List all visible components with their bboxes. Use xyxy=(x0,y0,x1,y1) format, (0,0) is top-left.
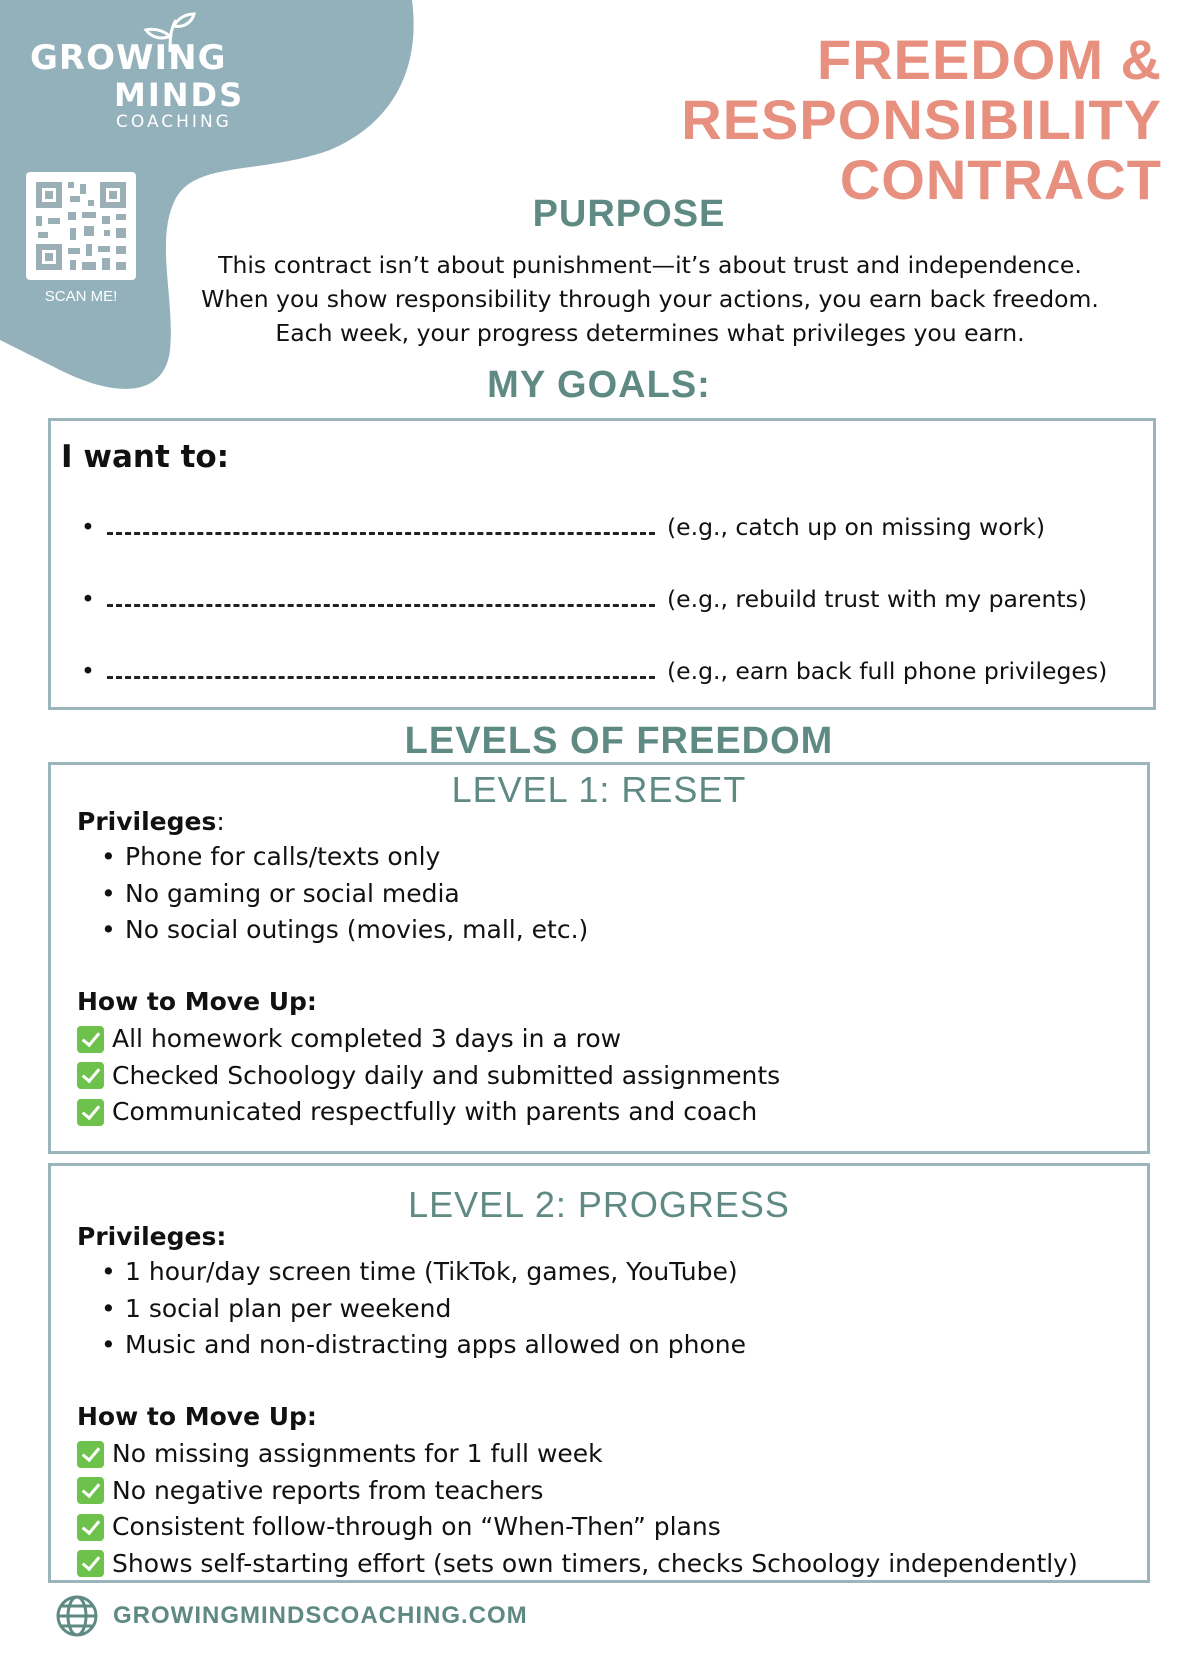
check-icon xyxy=(77,1099,104,1126)
privilege-text: 1 social plan per weekend xyxy=(125,1293,452,1323)
logo-line-1: GROWING xyxy=(30,38,227,78)
bullet: • xyxy=(81,585,95,613)
logo-line-3: COACHING xyxy=(116,112,232,132)
goal-blank-line[interactable] xyxy=(107,518,655,535)
move-up-text: No negative reports from teachers xyxy=(112,1475,544,1505)
list-item xyxy=(77,1473,1078,1510)
level-2-title: LEVEL 2: PROGRESS xyxy=(408,1184,790,1225)
move-up-text: Checked Schoology daily and submitted assignments xyxy=(112,1060,781,1090)
bullet: • xyxy=(101,842,116,871)
bullet: • xyxy=(101,1257,116,1286)
level-2-box xyxy=(48,1163,1150,1583)
goal-example: (e.g., rebuild trust with my parents) xyxy=(667,585,1088,613)
goal-row xyxy=(81,657,1107,685)
check-icon xyxy=(77,1550,104,1577)
list-item xyxy=(101,1254,746,1291)
website-link[interactable]: GROWINGMINDSCOACHING.COM xyxy=(113,1602,528,1629)
document-title xyxy=(681,30,1162,210)
level-1-privileges xyxy=(101,839,588,949)
bullet: • xyxy=(81,657,95,685)
logo-line-2: MINDS xyxy=(114,76,245,114)
check-icon xyxy=(77,1062,104,1089)
title-line-3: CONTRACT xyxy=(839,148,1162,211)
purpose-heading: PURPOSE xyxy=(532,193,726,235)
goal-example: (e.g., earn back full phone privileges) xyxy=(667,657,1108,685)
privileges-label: Privileges: xyxy=(77,1222,227,1251)
move-up-text: No missing assignments for 1 full week xyxy=(112,1439,603,1468)
move-up-text: All homework completed 3 days in a row xyxy=(112,1024,622,1053)
privilege-text: Music and non-distracting apps allowed on phone xyxy=(125,1330,746,1359)
check-icon xyxy=(77,1477,104,1504)
levels-heading: LEVELS OF FREEDOM xyxy=(404,720,834,762)
footer xyxy=(55,1594,528,1638)
level-1-title: LEVEL 1: RESET xyxy=(451,769,747,810)
privileges-label xyxy=(77,807,225,836)
list-item xyxy=(101,912,588,949)
title-line-1: FREEDOM & xyxy=(817,28,1162,91)
bullet: • xyxy=(101,878,116,908)
check-icon xyxy=(77,1441,104,1468)
list-item xyxy=(101,1327,746,1364)
move-up-label: How to Move Up: xyxy=(77,987,317,1016)
goals-box xyxy=(48,418,1156,710)
purpose-line-3: Each week, your progress determines what privileges you earn. xyxy=(275,319,1025,347)
move-up-text: Communicated respectfully with parents and coach xyxy=(112,1097,758,1126)
check-icon xyxy=(77,1514,104,1541)
goal-row xyxy=(81,585,1087,613)
list-item xyxy=(77,1058,780,1095)
list-item xyxy=(77,1021,780,1058)
list-item xyxy=(77,1094,780,1131)
privileges-label-text: Privileges xyxy=(77,807,217,836)
privilege-text: Phone for calls/texts only xyxy=(125,842,441,871)
level-1-move-up xyxy=(77,1021,780,1131)
purpose-line-1: This contract isn’t about punishment—it’s about trust and independence. xyxy=(218,251,1082,279)
bullet: • xyxy=(81,513,95,541)
move-up-label: How to Move Up: xyxy=(77,1402,317,1431)
purpose-line-2: When you show responsibility through your actions, you earn back freedom. xyxy=(201,285,1099,313)
goals-prompt: I want to: xyxy=(61,439,230,475)
list-item xyxy=(101,876,588,913)
goal-blank-line[interactable] xyxy=(107,662,655,679)
goal-row xyxy=(81,513,1045,541)
scan-me-label: SCAN ME! xyxy=(44,288,118,305)
goals-heading: MY GOALS: xyxy=(487,364,711,406)
goal-blank-line[interactable] xyxy=(107,590,655,607)
list-item xyxy=(101,839,588,876)
level-1-box xyxy=(48,762,1150,1154)
level-2-move-up xyxy=(77,1436,1078,1582)
privilege-text: 1 hour/day screen time (TikTok, games, YouTube) xyxy=(125,1257,738,1286)
list-item xyxy=(77,1436,1078,1473)
bullet: • xyxy=(101,1293,116,1323)
list-item xyxy=(77,1546,1078,1583)
globe-icon xyxy=(55,1594,99,1638)
title-line-2: RESPONSIBILITY xyxy=(681,88,1162,151)
level-2-privileges xyxy=(101,1254,746,1364)
move-up-text: Consistent follow-through on “When-Then” plans xyxy=(112,1512,721,1541)
privileges-colon: : xyxy=(216,807,225,836)
list-item xyxy=(77,1509,1078,1546)
check-icon xyxy=(77,1026,104,1053)
goal-example: (e.g., catch up on missing work) xyxy=(667,513,1046,541)
move-up-text: Shows self-starting effort (sets own timers, checks Schoology independently) xyxy=(112,1548,1078,1578)
list-item xyxy=(101,1291,746,1328)
bullet: • xyxy=(101,915,116,944)
privilege-text: No gaming or social media xyxy=(125,878,460,908)
bullet: • xyxy=(101,1330,116,1359)
privilege-text: No social outings (movies, mall, etc.) xyxy=(125,915,589,944)
purpose-text xyxy=(150,248,1150,350)
